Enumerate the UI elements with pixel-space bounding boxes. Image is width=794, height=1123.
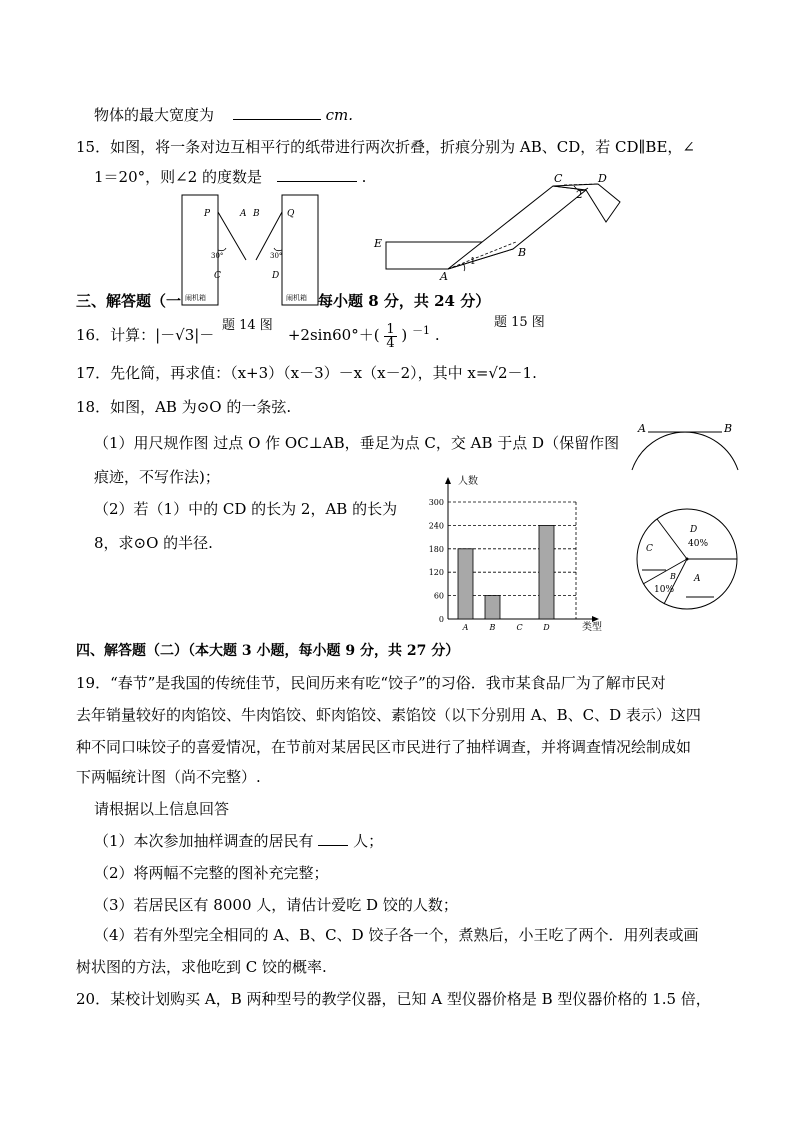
q19-s1-blank[interactable]: [318, 845, 348, 846]
label-a15: A: [440, 270, 448, 283]
x-tick-label-C: C: [516, 623, 523, 632]
q19-s4-line1: （4）若有外型完全相同的 A、B、C、D 饺子各一个，煮熟后，小王吃了两个．用列表或画: [94, 926, 699, 944]
label-2: 2: [576, 190, 583, 201]
label-b18: B: [724, 422, 733, 435]
box-left-label: 闹机箱: [185, 294, 206, 302]
q19-s1-pre: （1）本次参加抽样调查的居民有: [94, 832, 314, 850]
q15-line2-post: .: [361, 168, 367, 186]
circle-arc: [632, 432, 738, 470]
q14-answer-blank[interactable]: [233, 119, 321, 120]
q16-exp: －1: [412, 324, 431, 337]
pie-center: [686, 558, 689, 561]
label-d15: D: [598, 172, 607, 185]
q14-tail: [94, 104, 353, 125]
label-p: P: [204, 209, 211, 219]
q18-p1-line1: （1）用尺规作图 过点 O 作 OC⊥AB，垂足为点 C，交 AB 于点 D（保留作图: [94, 434, 620, 452]
q20-line1: 20．某校计划购买 A，B 两种型号的教学仪器，已知 A 型仪器价格是 B 型仪器价格的 1.5 倍，: [76, 990, 711, 1008]
label-b15: B: [518, 246, 527, 259]
section4-heading: 四、解答题（二）（本大题 3 小题，每小题 9 分，共 27 分）: [76, 643, 460, 659]
fig15-caption: 题 15 图: [494, 315, 545, 330]
label-a: A: [240, 209, 247, 219]
pie-value-d: 40%: [688, 539, 709, 549]
pie-label-b: B: [670, 572, 676, 581]
y-tick-label-240: 240: [428, 521, 444, 531]
label-a18: A: [638, 422, 646, 435]
bar-chart: [418, 474, 608, 634]
label-angle-right: 30°: [270, 252, 283, 260]
q16-pre: 16．计算：|－√3|－: [76, 326, 215, 344]
label-c15: C: [554, 172, 563, 185]
y-axis-arrow: [445, 477, 451, 484]
q15-answer-blank[interactable]: [277, 181, 357, 182]
label-d: D: [272, 271, 280, 281]
bar-A: [458, 549, 473, 619]
q18-line1: 18．如图，AB 为⊙O 的一条弦.: [76, 398, 292, 416]
y-tick-label-300: 300: [428, 498, 444, 507]
q15-line1: 15．如图，将一条对边互相平行的纸带进行两次折叠，折痕分别为 AB、CD，若 CD∥BE，∠: [76, 138, 695, 156]
q19-s2: （2）将两幅不完整的图补充完整；: [94, 864, 329, 882]
q19-line5: 请根据以上信息回答: [94, 800, 230, 818]
bar-B: [485, 596, 500, 619]
bar-chart-xlabel: 类型: [582, 622, 602, 633]
bar-chart-ylabel: 人数: [458, 476, 478, 487]
section3-heading-right: 每小题 8 分，共 24 分）: [318, 292, 491, 310]
q14-text: 物体的最大宽度为: [94, 106, 215, 124]
q19-line3: 种不同口味饺子的喜爱情况，在节前对某居民区市民进行了抽样调查，并将调查情况绘制成如: [76, 738, 692, 756]
section3-heading-left: 三、解答题（一: [76, 292, 182, 310]
q19-line2: 去年销量较好的肉馅饺、牛肉馅饺、虾肉馅饺、素馅饺（以下分别用 A、B、C、D 表示）这四: [76, 706, 701, 724]
q16-frac-den: 4: [386, 335, 395, 351]
pie-chart: [634, 506, 744, 616]
q18-p2-line1: （2）若（1）中的 CD 的长为 2，AB 的长为: [94, 500, 398, 518]
label-b: B: [253, 209, 260, 219]
q19-s3: （3）若居民区有 8000 人，请估计爱吃 D 饺的人数；: [94, 896, 458, 914]
pie-label-c: C: [646, 544, 653, 554]
y-tick-label-180: 180: [428, 544, 444, 554]
q18-p2-line2: 8，求⊙O 的半径.: [94, 534, 213, 552]
figure-15: [368, 172, 628, 282]
q15-line2: [94, 166, 366, 187]
box-right-label: 闹机箱: [286, 294, 307, 302]
q16-post: ): [401, 326, 408, 344]
figure-14: [176, 190, 336, 330]
fig14-caption: 题 14 图: [222, 318, 273, 333]
q19-s1: [94, 830, 383, 851]
q16-end: .: [434, 326, 440, 344]
figure-18: [626, 420, 746, 472]
bar-D: [539, 525, 554, 619]
y-tick-label-60: 60: [433, 591, 444, 601]
q14-unit: cm.: [325, 106, 353, 124]
label-angle-left: 30°: [211, 252, 224, 260]
label-q: Q: [287, 209, 295, 219]
q19-line4: 下两幅统计图（尚不完整）.: [76, 768, 261, 786]
q15-line2-pre: 1＝20°，则∠2 的度数是: [94, 168, 263, 186]
q18-p1-line2: 痕迹，不写作法)；: [94, 468, 220, 486]
q16: [76, 322, 440, 350]
pie-label-d: D: [690, 525, 698, 535]
x-tick-label-A: A: [462, 623, 469, 632]
q19-s1-post: 人；: [353, 832, 384, 850]
q16-mid: +2sin60°＋(: [287, 326, 380, 344]
q19-line1: 19．“春节”是我国的传统佳节，民间历来有吃“饺子”的习俗．我市某食品厂为了解市民对: [76, 674, 666, 692]
q16-frac-num: 1: [386, 321, 395, 337]
left-box: [182, 195, 218, 305]
y-tick-label-120: 120: [428, 568, 444, 578]
x-tick-label-D: D: [543, 623, 550, 632]
q19-s4-line2: 树状图的方法，求他吃到 C 饺的概率.: [76, 958, 327, 976]
pie-label-a: A: [694, 574, 701, 584]
label-1: 1: [470, 257, 476, 267]
label-e: E: [374, 237, 383, 250]
y-tick-label-0: 0: [438, 615, 444, 624]
strip-diagonal: [448, 186, 586, 269]
left-arc: [218, 248, 226, 251]
q17: 17．先化简，再求值：（x+3）（x－3）－x（x－2），其中 x=√2－1.: [76, 364, 537, 382]
right-arc: [274, 248, 282, 251]
x-tick-label-B: B: [489, 623, 496, 632]
pie-value-b: 10%: [654, 585, 675, 595]
label-c: C: [214, 271, 221, 281]
